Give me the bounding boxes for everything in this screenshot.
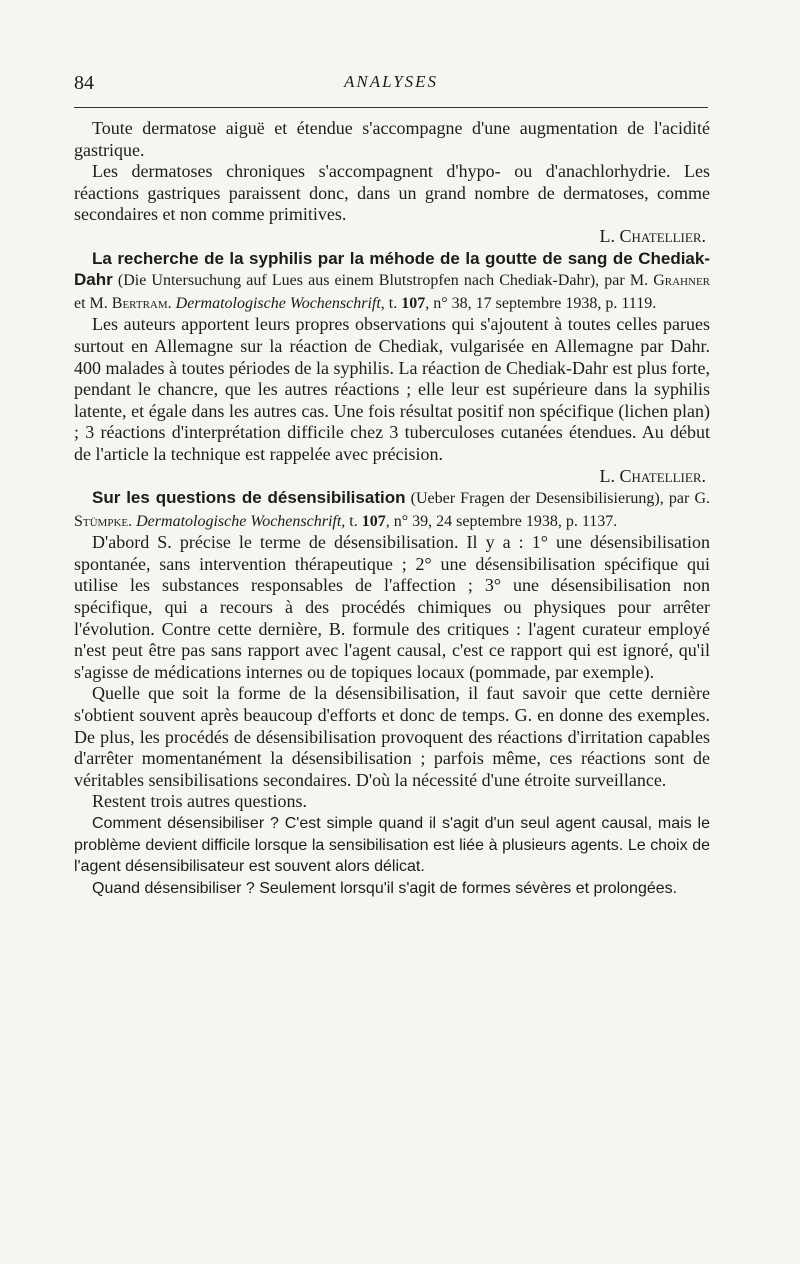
entry-title: La recherche de la syphilis par la méhode de la goutte de sang de Chediak-Dahr — [74, 248, 710, 290]
paragraph: Comment désensibiliser ? C'est simple quand il s'agit d'un seul agent causal, mais le problème devient difficile lorsque la sensibilisation est liée à plusieurs agents. Le choix de l'agent désensibilisateur est souvent alors délicat. — [74, 815, 710, 876]
paragraph: D'abord S. précise le terme de désensibilisation. Il y a : 1° une désensibilisation spontanée, sans intervention thérapeutique ; 2° une désensibilisation spécifique qui utilise les substances responsables de l'affection ; 3° une désensibilisation non spécifique, qui a recours à des procédés chimiques ou physiques pour arrêter l'évolution. Contre cette dernière, B. formule des critiques : l'agent curateur employé n'est peut être pas sans rapport avec l'agent causal, c'est ce rapport qui est ignoré, qu'il s'agisse de médications internes ou de topiques locaux (pommade, par exemple). — [74, 532, 710, 682]
journal-name: Dermatologische Wochenschrift — [175, 294, 381, 312]
author-name: Grahner — [653, 272, 710, 290]
volume-number: 107 — [401, 294, 426, 312]
running-title: ANALYSES — [343, 72, 439, 91]
header-rule — [74, 107, 708, 108]
journal-name: Dermatologische Wochenschrift — [136, 512, 342, 530]
page-number: 84 — [74, 72, 94, 94]
author-name: Bertram — [111, 294, 168, 312]
paragraph: Les dermatoses chroniques s'accompagnent d'hypo- ou d'anachlorhydrie. Les réactions gastriques paraissent donc, dans un grand nombre de dermatoses, comme secondaires et non comme primitives. — [74, 161, 710, 225]
paragraph: Les auteurs apportent leurs propres observations qui s'ajoutent à toutes celles parues surtout en Allemagne sur la réaction de Chediak, vulgarisée en Allemagne par Dahr. 400 malades à toutes périodes de la syphilis. La réaction de Chediak-Dahr est plus forte, pendant le chancre, que les autres réactions ; elle leur est supérieure dans la syphilis latente, et égale dans les autres cas. Une fois résultat positif non spécifique (lichen plan) ; 3 réactions d'interprétation difficile chez 3 tuberculoses cutanées étendues. Au début de l'article la technique est rappelée avec précision. — [74, 314, 710, 464]
signature: L. Chatellier. — [599, 465, 706, 486]
paragraph: Quand désensibiliser ? Seulement lorsqu'il s'agit de formes sévères et prolongées. — [92, 879, 678, 897]
signature: L. Chatellier. — [599, 225, 706, 246]
entry-heading: La recherche de la syphilis par la méhode de la goutte de sang de Chediak-Dahr (Die Untersuchung auf Lues aus einem Blutstropfen nach Chediak-Dahr), par M. Grahner et M. Bertram. Dermatologische Wochenschrift, t. 107, n° 38, 17 septembre 1938, p. 1119. — [74, 248, 710, 312]
paragraph: Restent trois autres questions. — [92, 791, 307, 812]
volume-number: 107 — [361, 512, 386, 530]
author-name: Stümpke — [74, 512, 129, 530]
paragraph: Quelle que soit la forme de la désensibilisation, il faut savoir que cette dernière s'obtient souvent après beaucoup d'efforts et donc de temps. G. en donne des exemples. De plus, les procédés de désensibilisation provoquent des réactions d'irritation capables d'arrêter momentanément la désensibilisation ; parfois même, ces réactions sont de véritables sensibilisations secondaires. D'où la nécessité d'une étroite surveillance. — [74, 683, 710, 790]
paragraph: Toute dermatose aiguë et étendue s'accompagne d'une augmentation de l'acidité gastrique. — [74, 118, 710, 160]
entry-title: Sur les questions de désensibilisation — [92, 488, 406, 508]
page-header — [74, 72, 708, 96]
entry-heading: Sur les questions de désensibilisation (Ueber Fragen der Desensibilisierung), par G. Stümpke. Dermatologische Wochenschrift, t. 107, n° 39, 24 septembre 1938, p. 1137. — [74, 488, 710, 530]
page-body — [74, 118, 710, 899]
